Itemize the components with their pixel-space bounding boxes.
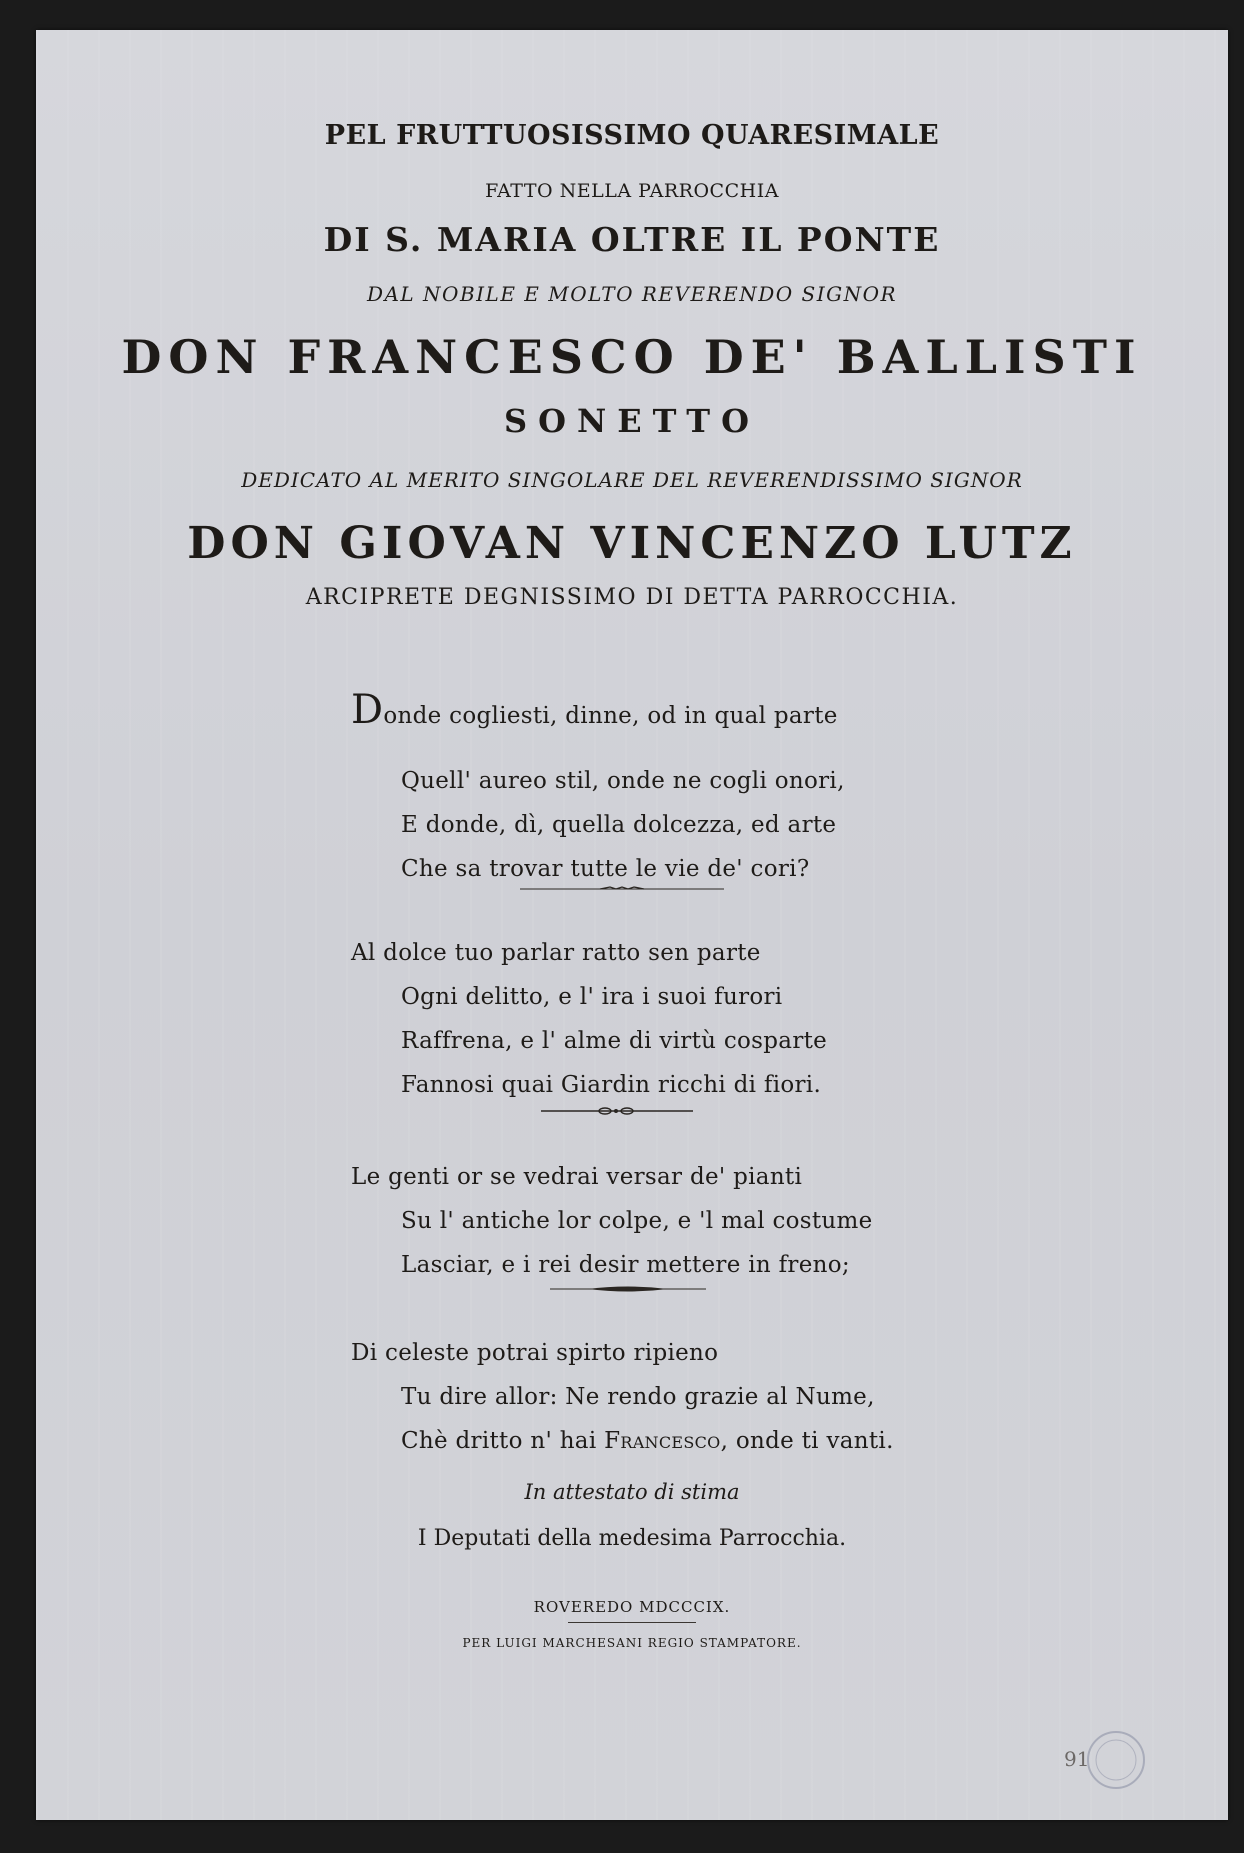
- stanza4-line3-a: Chè dritto n' hai: [401, 1428, 605, 1454]
- stanza2-line2: Ogni delitto, e l' ira i suoi furori: [401, 984, 783, 1010]
- stanza1-line2: Quell' aureo stil, onde ne cogli onori,: [401, 768, 845, 794]
- stanza3-line1: Le genti or se vedrai versar de' pianti: [351, 1164, 803, 1190]
- title-line-2: FATTO NELLA PARROCCHIA: [485, 180, 779, 202]
- attestation-line: In attestato di stima: [524, 1480, 740, 1504]
- dedication-line: DEDICATO AL MERITO SINGOLARE DEL REVERENDISSIMO SIGNOR: [241, 468, 1023, 492]
- drop-cap: D: [351, 687, 384, 733]
- stanza2-line4: Fannosi quai Giardin ricchi di fiori.: [401, 1072, 822, 1098]
- stanza1-line1-text: onde cogliesti, dinne, od in qual parte: [383, 703, 838, 729]
- title-sonetto: SONETTO: [504, 402, 760, 440]
- document-sheet: [36, 30, 1228, 1820]
- stanza1-line4: Che sa trovar tutte le vie de' cori?: [401, 856, 810, 882]
- imprint-line: ROVEREDO MDCCCIX.: [533, 1598, 731, 1616]
- library-stamp-icon: [1056, 1720, 1146, 1800]
- stanza1-line3: E donde, dì, quella dolcezza, ed arte: [401, 812, 837, 838]
- stanza4-line1: Di celeste potrai spirto ripieno: [351, 1340, 719, 1366]
- stanza1-line1: [351, 687, 838, 733]
- title-line-3: DI S. MARIA OLTRE IL PONTE: [323, 220, 941, 259]
- stanza3-line3: Lasciar, e i rei desir mettere in freno;: [401, 1252, 850, 1278]
- ornament-divider-2: [541, 1106, 693, 1116]
- stanza2-line3: Raffrena, e l' alme di virtù cosparte: [401, 1028, 828, 1054]
- imprint-rule: [568, 1622, 696, 1623]
- stanza4-line3: [401, 1428, 894, 1454]
- deputies-line: I Deputati della medesima Parrocchia.: [417, 1526, 847, 1551]
- title-line-9: ARCIPRETE DEGNISSIMO DI DETTA PARROCCHIA.: [305, 585, 959, 610]
- title-line-4: DAL NOBILE E MOLTO REVERENDO SIGNOR: [366, 282, 898, 306]
- stanza2-line1: Al dolce tuo parlar ratto sen parte: [351, 940, 761, 966]
- title-name-ballisti: DON FRANCESCO DE' BALLISTI: [121, 330, 1143, 384]
- printer-line: PER LUIGI MARCHESANI REGIO STAMPATORE.: [462, 1636, 802, 1650]
- stanza3-line2: Su l' antiche lor colpe, e 'l mal costume: [401, 1208, 873, 1234]
- sonnet: [36, 30, 1228, 1820]
- svg-text:91: 91: [1064, 1747, 1090, 1771]
- ornament-divider-1: [520, 884, 724, 894]
- stanza4-line2: Tu dire allor: Ne rendo grazie al Nume,: [401, 1384, 875, 1410]
- name-francesco: Francesco: [604, 1428, 721, 1454]
- title-name-lutz: DON GIOVAN VINCENZO LUTZ: [187, 518, 1077, 569]
- ornament-divider-3: [550, 1284, 706, 1294]
- title-line-1: PEL FRUTTUOSISSIMO QUARESIMALE: [324, 120, 940, 151]
- stanza4-line3-c: , onde ti vanti.: [720, 1428, 894, 1454]
